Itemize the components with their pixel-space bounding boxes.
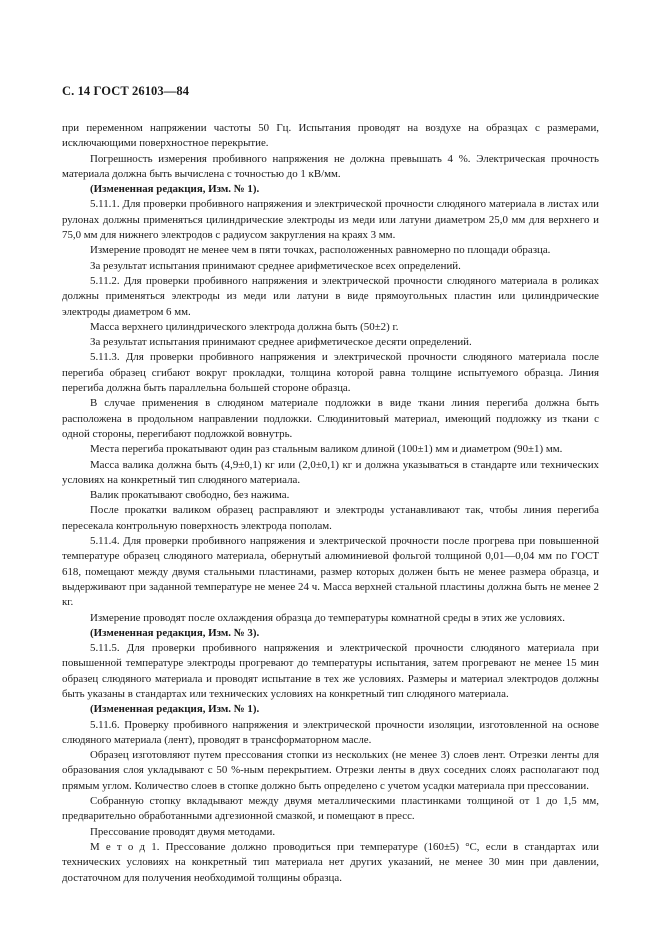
- paragraph: 5.11.5. Для проверки пробивного напряжения и электрической прочности слюдяного материала при повышенной температуре электроды прогревают до температуры испытания, затем прогревают не менее 15 мин образец слюдяного материала и проводят испытание в тех же условиях. Размеры и материал электродов должны быть указаны в стандартах или технических условиях на конкретный тип слюдяного материала.: [62, 642, 599, 700]
- document-body: [62, 121, 599, 886]
- amendment-note: (Измененная редакция, Изм. № 1).: [90, 183, 260, 196]
- paragraph: Масса валика должна быть (4,9±0,1) кг или (2,0±0,1) кг и должна указываться в стандарте или технических условиях на конкретный тип слюдяного материала.: [62, 458, 599, 486]
- paragraph: В случае применения в слюдяном материале подложки в виде ткани линия перегиба должна быть расположена в продольном направлении подложки. Слюдинитовый материал, имеющий подложку из ткани с одной стороны, перегибают подложкой вовнутрь.: [62, 397, 599, 440]
- paragraph: За результат испытания принимают среднее арифметическое десяти определений.: [90, 336, 472, 349]
- paragraph: Собранную стопку вкладывают между двумя металлическими пластинками толщиной от 1 до 1,5 мм, предварительно обработанными адгезионной смазкой, и помещают в пресс.: [62, 795, 599, 823]
- paragraph: Валик прокатывают свободно, без нажима.: [90, 489, 290, 502]
- page-header: С. 14 ГОСТ 26103—84: [62, 84, 190, 98]
- paragraph: Измерение проводят не менее чем в пяти точках, расположенных равномерно по площади образца.: [90, 244, 551, 257]
- paragraph: 5.11.6. Проверку пробивного напряжения и электрической прочности изоляции, изготовленной на основе слюдяного материала (лент), проводят в трансформаторном масле.: [62, 718, 599, 746]
- paragraph: Места перегиба прокатывают один раз стальным валиком длиной (100±1) мм и диаметром (90±1) мм.: [90, 443, 563, 456]
- paragraph: Масса верхнего цилиндрического электрода должна быть (50±2) г.: [90, 320, 399, 333]
- paragraph: при переменном напряжении частоты 50 Гц. Испытания проводят на воздухе на образцах с размерами, исключающими поверхностное перекрытие.: [62, 122, 599, 150]
- amendment-note: (Измененная редакция, Изм. № 1).: [90, 703, 260, 716]
- paragraph: После прокатки валиком образец расправляют и электроды устанавливают так, чтобы линия перегиба пересекала контрольную поверхность электрода пополам.: [62, 504, 599, 532]
- paragraph: Измерение проводят после охлаждения образца до температуры комнатной среды в этих же условиях.: [90, 611, 565, 624]
- paragraph: Погрешность измерения пробивного напряжения не должна превышать 4 %. Электрическая прочность материала должна быть вычислена с точностью до 1 кВ/мм.: [62, 152, 599, 180]
- paragraph: 5.11.3. Для проверки пробивного напряжения и электрической прочности слюдяного материала после перегиба образец сгибают вокруг прокладки, толщина которой равна толщине испытуемого образца. Линия перегиба должна быть параллельна большей стороне образца.: [62, 351, 599, 395]
- paragraph: 5.11.4. Для проверки пробивного напряжения и электрической прочности после прогрева при повышенной температуре образец слюдяного материала, обернутый алюминиевой фольгой толщиной 0,01—0,04 мм по ГОСТ 618, помещают между двумя стальными пластинами, размер которых должен быть не менее размера образца, и выдерживают при заданной температуре не менее 24 ч. Масса верхней стальной пластины должна быть не менее 2 кг.: [62, 535, 599, 609]
- paragraph: 5.11.2. Для проверки пробивного напряжения и электрической прочности слюдяного материала в роликах должны применяться электроды из меди или латуни в виде прямоугольных пластин или цилиндрические электроды диаметром 6 мм.: [62, 274, 599, 318]
- paragraph: М е т о д 1. Прессование должно проводиться при температуре (160±5) °С, если в стандартах или технических условиях на конкретный тип материала нет других указаний, не менее 30 мин при давлении, достаточном для получения необходимой толщины образца.: [62, 840, 599, 884]
- paragraph: За результат испытания принимают среднее арифметическое всех определений.: [90, 259, 461, 272]
- amendment-note: (Измененная редакция, Изм. № 3).: [90, 626, 260, 639]
- paragraph: Образец изготовляют путем прессования стопки из нескольких (не менее 3) слоев лент. Отрезки ленты для образования слоя укладывают с 50 %-ным перекрытием. Отрезки ленты в двух соседних слоях располагают под прямым углом. Количество слоев в стопке должно быть определено с учетом усадки материала при прессовании.: [62, 749, 599, 792]
- paragraph: Прессование проводят двумя методами.: [90, 825, 276, 838]
- paragraph: 5.11.1. Для проверки пробивного напряжения и электрической прочности слюдяного материала в листах или рулонах должны применяться цилиндрические электроды из меди или латуни диаметром 25,0 мм для верхнего и 75,0 мм для нижнего электродов с радиусом закругления на краях 3 мм.: [62, 198, 599, 242]
